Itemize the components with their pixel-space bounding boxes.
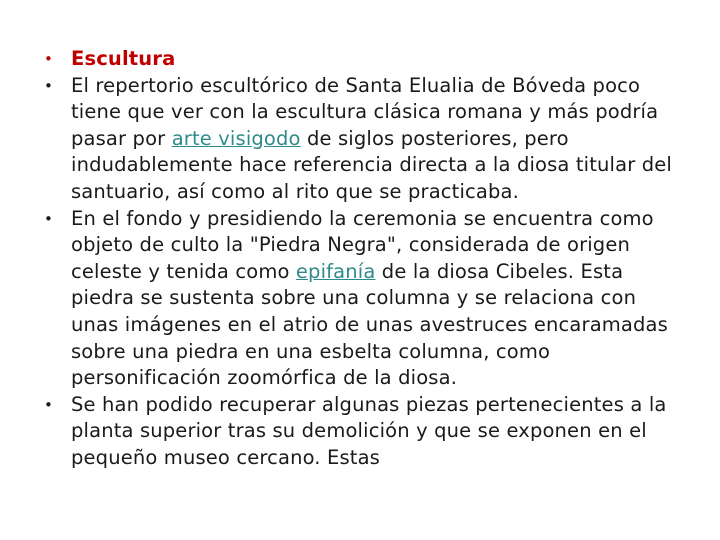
section-heading: Escultura [71, 47, 176, 70]
paragraph-text: Se han podido recuperar algunas piezas pertenecientes a la planta superior tras su demolición y que se exponen en el pequeño museo cercano. Estas [71, 392, 667, 469]
bullet-list [44, 46, 684, 472]
bullet-dot-icon: • [44, 50, 53, 68]
bullet-paragraph-2 [44, 206, 684, 392]
bullet-dot-icon: • [44, 76, 53, 95]
bullet-heading [44, 46, 684, 73]
bullet-dot-icon: • [44, 209, 53, 228]
link-epifania[interactable]: epifanía [295, 259, 376, 283]
bullet-paragraph-3 [44, 392, 675, 472]
link-arte-visigodo[interactable]: arte visigodo [171, 126, 301, 150]
paragraph-text: En el fondo y presidiendo la ceremonia se encuentra como objeto de culto la "Piedra Negra", considerada de origen celeste y tenida como [71, 206, 654, 283]
bullet-dot-icon: • [44, 395, 53, 414]
bullet-paragraph-1 [44, 73, 684, 206]
paragraph-text: El repertorio escultórico de Santa Elualia de Bóveda poco tiene que ver con la escultura clásica romana y más podría pasar por [71, 73, 659, 150]
paragraph-text: de la diosa Cibeles. Esta piedra se sustenta sobre una columna y se relaciona con unas imágenes en el atrio de unas avestruces encaramadas sobre una piedra en una esbelta columna, como personificación zoomórfica de la diosa. [71, 259, 668, 390]
paragraph-text: de siglos posteriores, pero indudablemente hace referencia directa a la diosa titular del santuario, así como al rito que se practicaba. [71, 126, 672, 203]
